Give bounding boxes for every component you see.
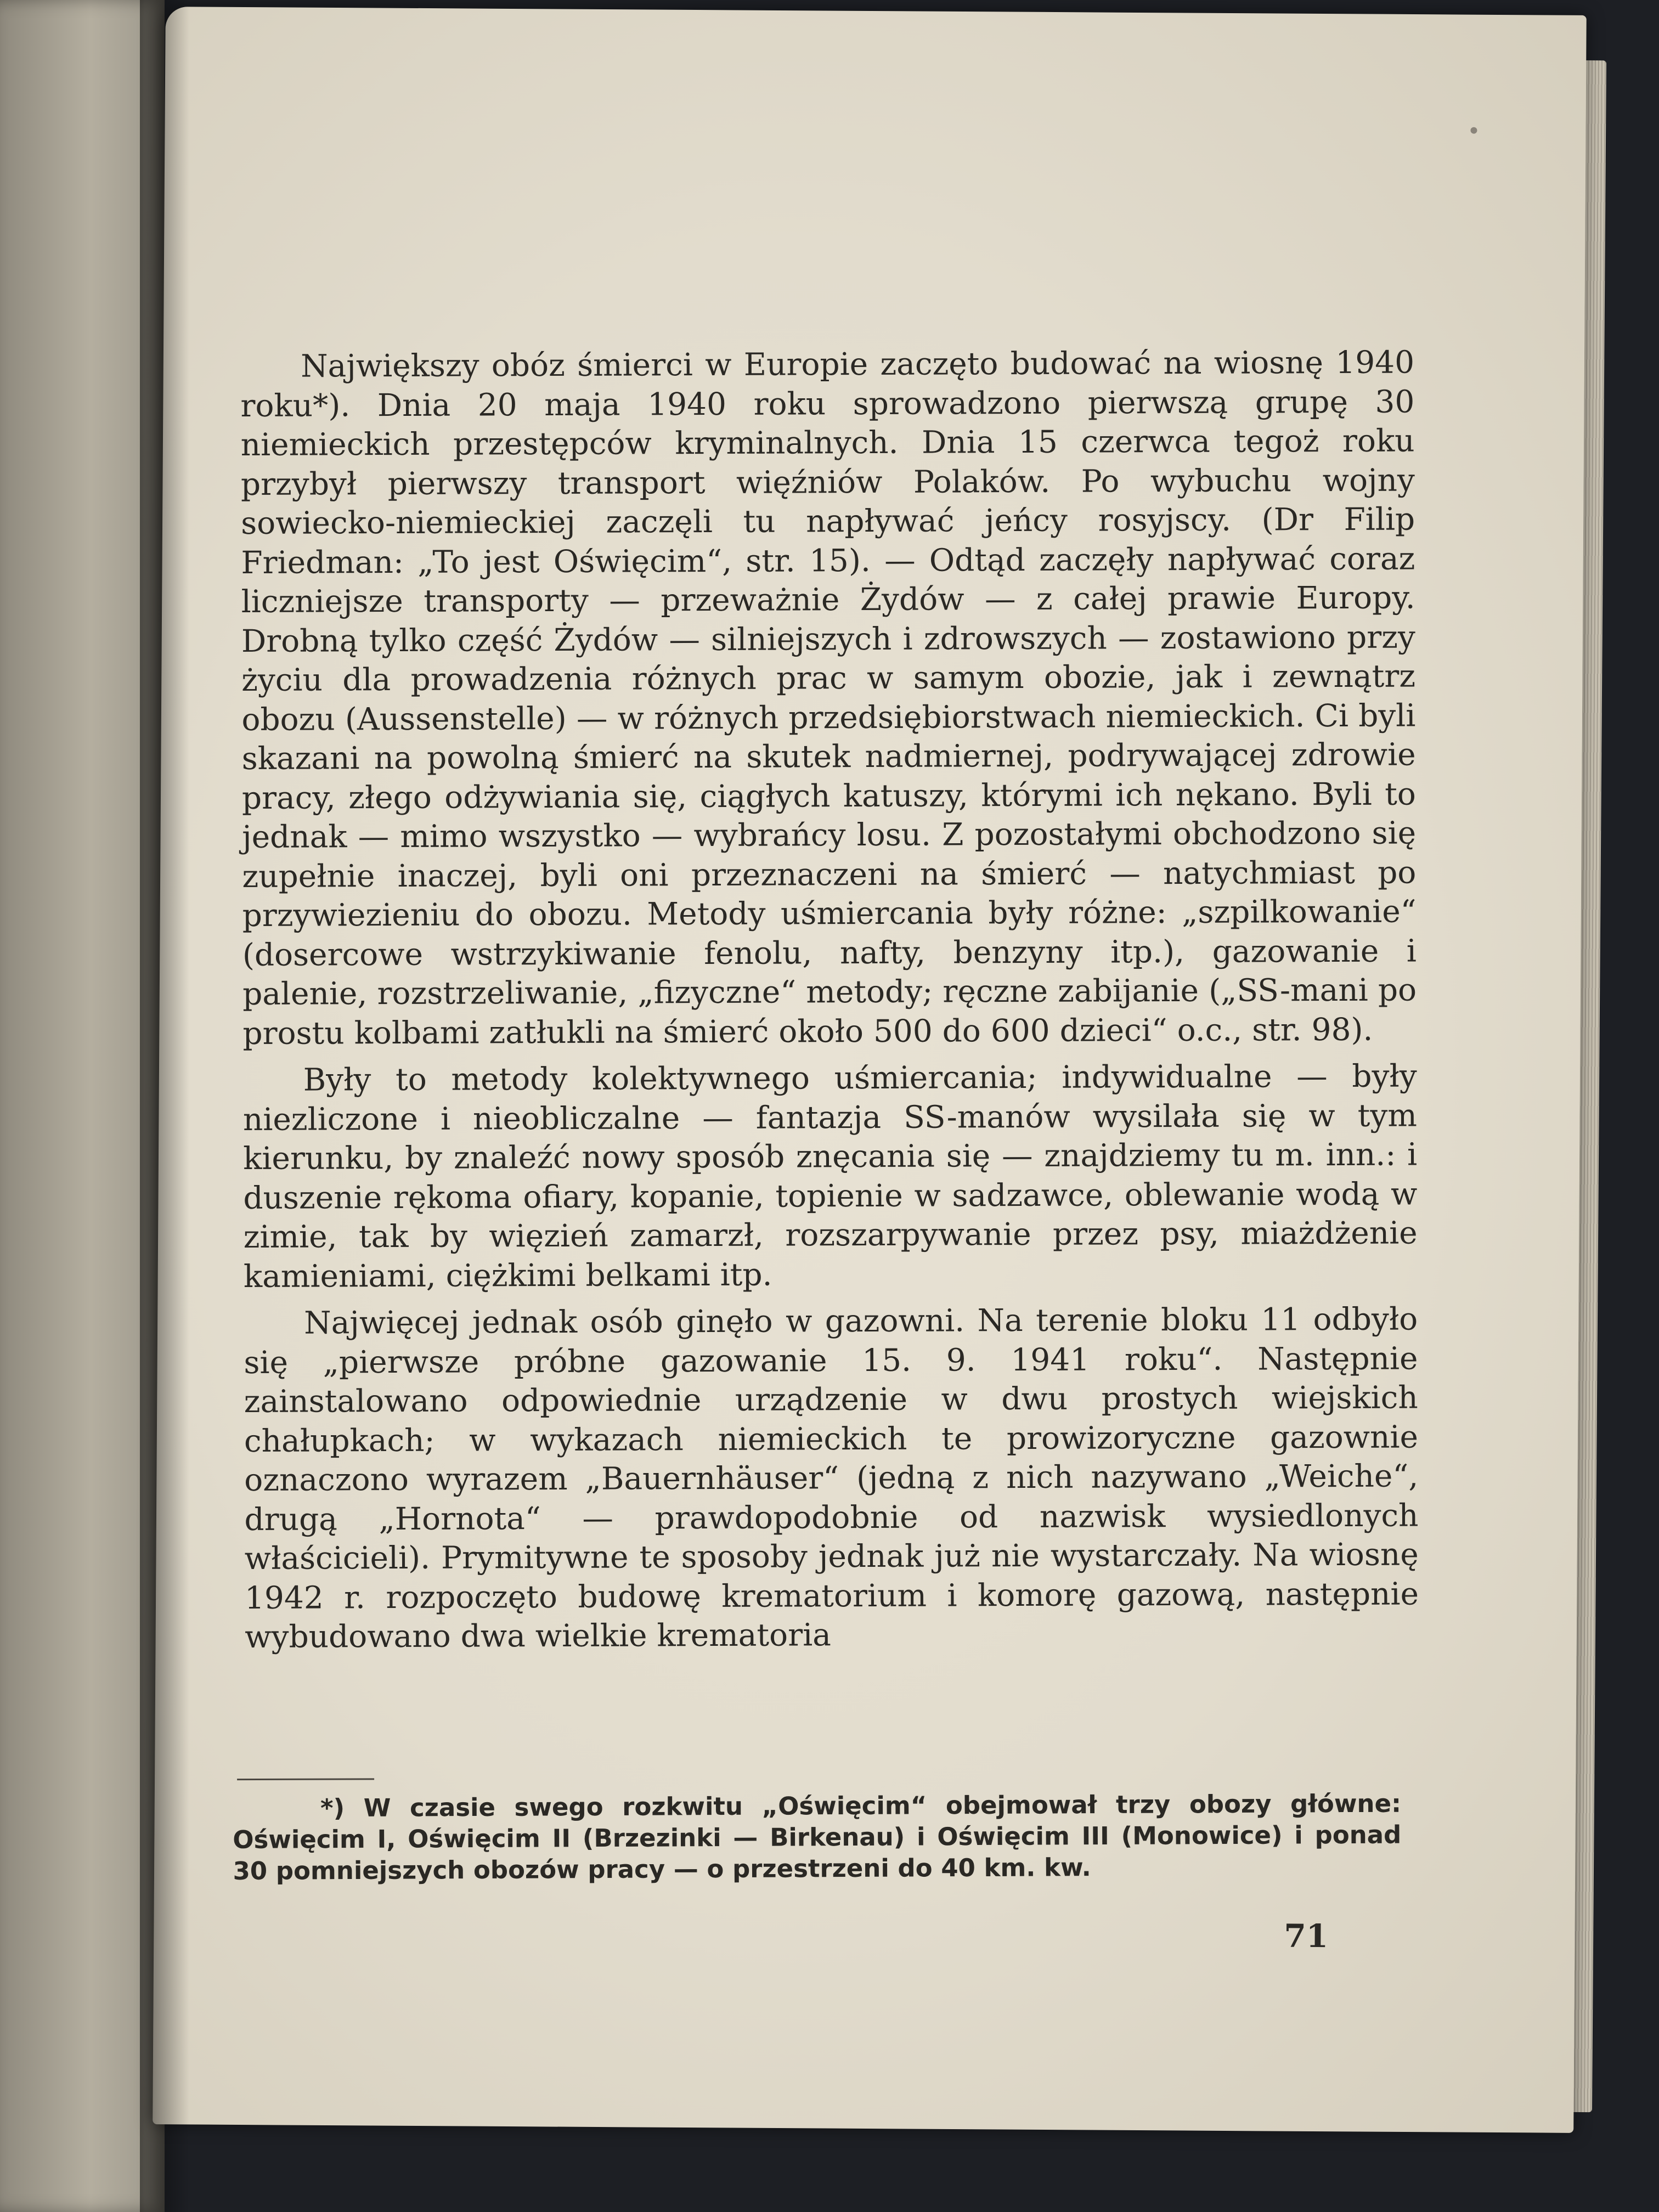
footnote-divider xyxy=(237,1778,374,1780)
footnote-text: *) W czasie swego rozkwitu „Oświęcim“ obejmował trzy obozy główne: Oświęcim I, Oświęcim II (Brzezinki — Birkenau) i Oświęcim III (Monowice) i ponad 30 pomniejszych obozów pracy — o przestrzeni do 40 km. kw. xyxy=(233,1788,1402,1886)
body-text xyxy=(240,343,1419,1657)
paragraph: Były to metody kolektywnego uśmiercania; indywidualne — były niezliczone i nieobliczalne — fantazja SS-manów wysilała się w tym kierunku, by znaleźć nowy sposób znęcania się — znajdziemy tu m. inn.: i duszenie rękoma ofiary, kopanie, topienie w sadzawce, oblewanie wodą w zimie, tak by więzień zamarzł, rozszarpywanie przez psy, miażdżenie kamieniami, ciężkimi belkami itp. xyxy=(242,1058,1418,1295)
paper-speck xyxy=(1470,127,1477,134)
book-gutter-shadow xyxy=(140,0,189,2212)
paragraph: Najwięcej jednak osób ginęło w gazowni. Na terenie bloku 11 odbyło się „pierwsze próbne gazowanie 15. 9. 1941 roku“. Następnie zainstalowano odpowiednie urządzenie w dwu prostych wiejskich chałupkach; w wykazach niemieckich te prowizoryczne gazownie oznaczono wyrazem „Bauernhäuser“ (jedną z nich nazywano „Weiche“, drugą „Hornota“ — prawdopodobnie od nazwisk wysiedlonych właścicieli). Prymitywne te sposoby jednak już nie wystarczały. Na wiosnę 1942 r. rozpoczęto budowę krematorium i komorę gazową, następnie wybudowano dwa wielkie krematoria xyxy=(244,1301,1419,1655)
footnote xyxy=(233,1788,1402,1887)
paragraph: Największy obóz śmierci w Europie zaczęto budować na wiosnę 1940 roku*). Dnia 20 maja 1940 roku sprowadzono pierwszą grupę 30 niemieckich przestępców kryminalnych. Dnia 15 czerwca tegoż roku przybył pierwszy transport więźniów Polaków. Po wybuchu wojny sowiecko-niemieckiej zaczęli tu napływać jeńcy rosyjscy. (Dr Filip Friedman: „To jest Oświęcim“, str. 15). — Odtąd zaczęły napływać coraz liczniejsze transporty — przeważnie Żydów — z całej prawie Europy. Drobną tylko część Żydów — silniejszych i zdrowszych — zostawiono przy życiu dla prowadzenia różnych prac w samym obozie, jak i zewnątrz obozu (Aussenstelle) — w różnych przedsiębiorstwach niemieckich. Ci byli skazani na powolną śmierć na skutek nadmiernej, podrywającej zdrowie pracy, złego odżywiania się, ciągłych katuszy, którymi ich nękano. Byli to jednak — mimo wszystko — wybrańcy losu. Z pozostałymi obchodzono się zupełnie inaczej, byli oni przeznaczeni na śmierć — natychmiast po przywiezieniu do obozu. Metody uśmiercania były różne: „szpilkowanie“ (dosercowe wstrzykiwanie fenolu, nafty, benzyny itp.), gazowanie i palenie, rozstrzeliwanie, „fizyczne“ metody; ręczne zabijanie („SS-mani po prostu kolbami zatłukli na śmierć około 500 do 600 dzieci“ o.c., str. 98). xyxy=(240,345,1417,1052)
page-number: 71 xyxy=(1284,1917,1329,1955)
book-page xyxy=(153,7,1587,2133)
